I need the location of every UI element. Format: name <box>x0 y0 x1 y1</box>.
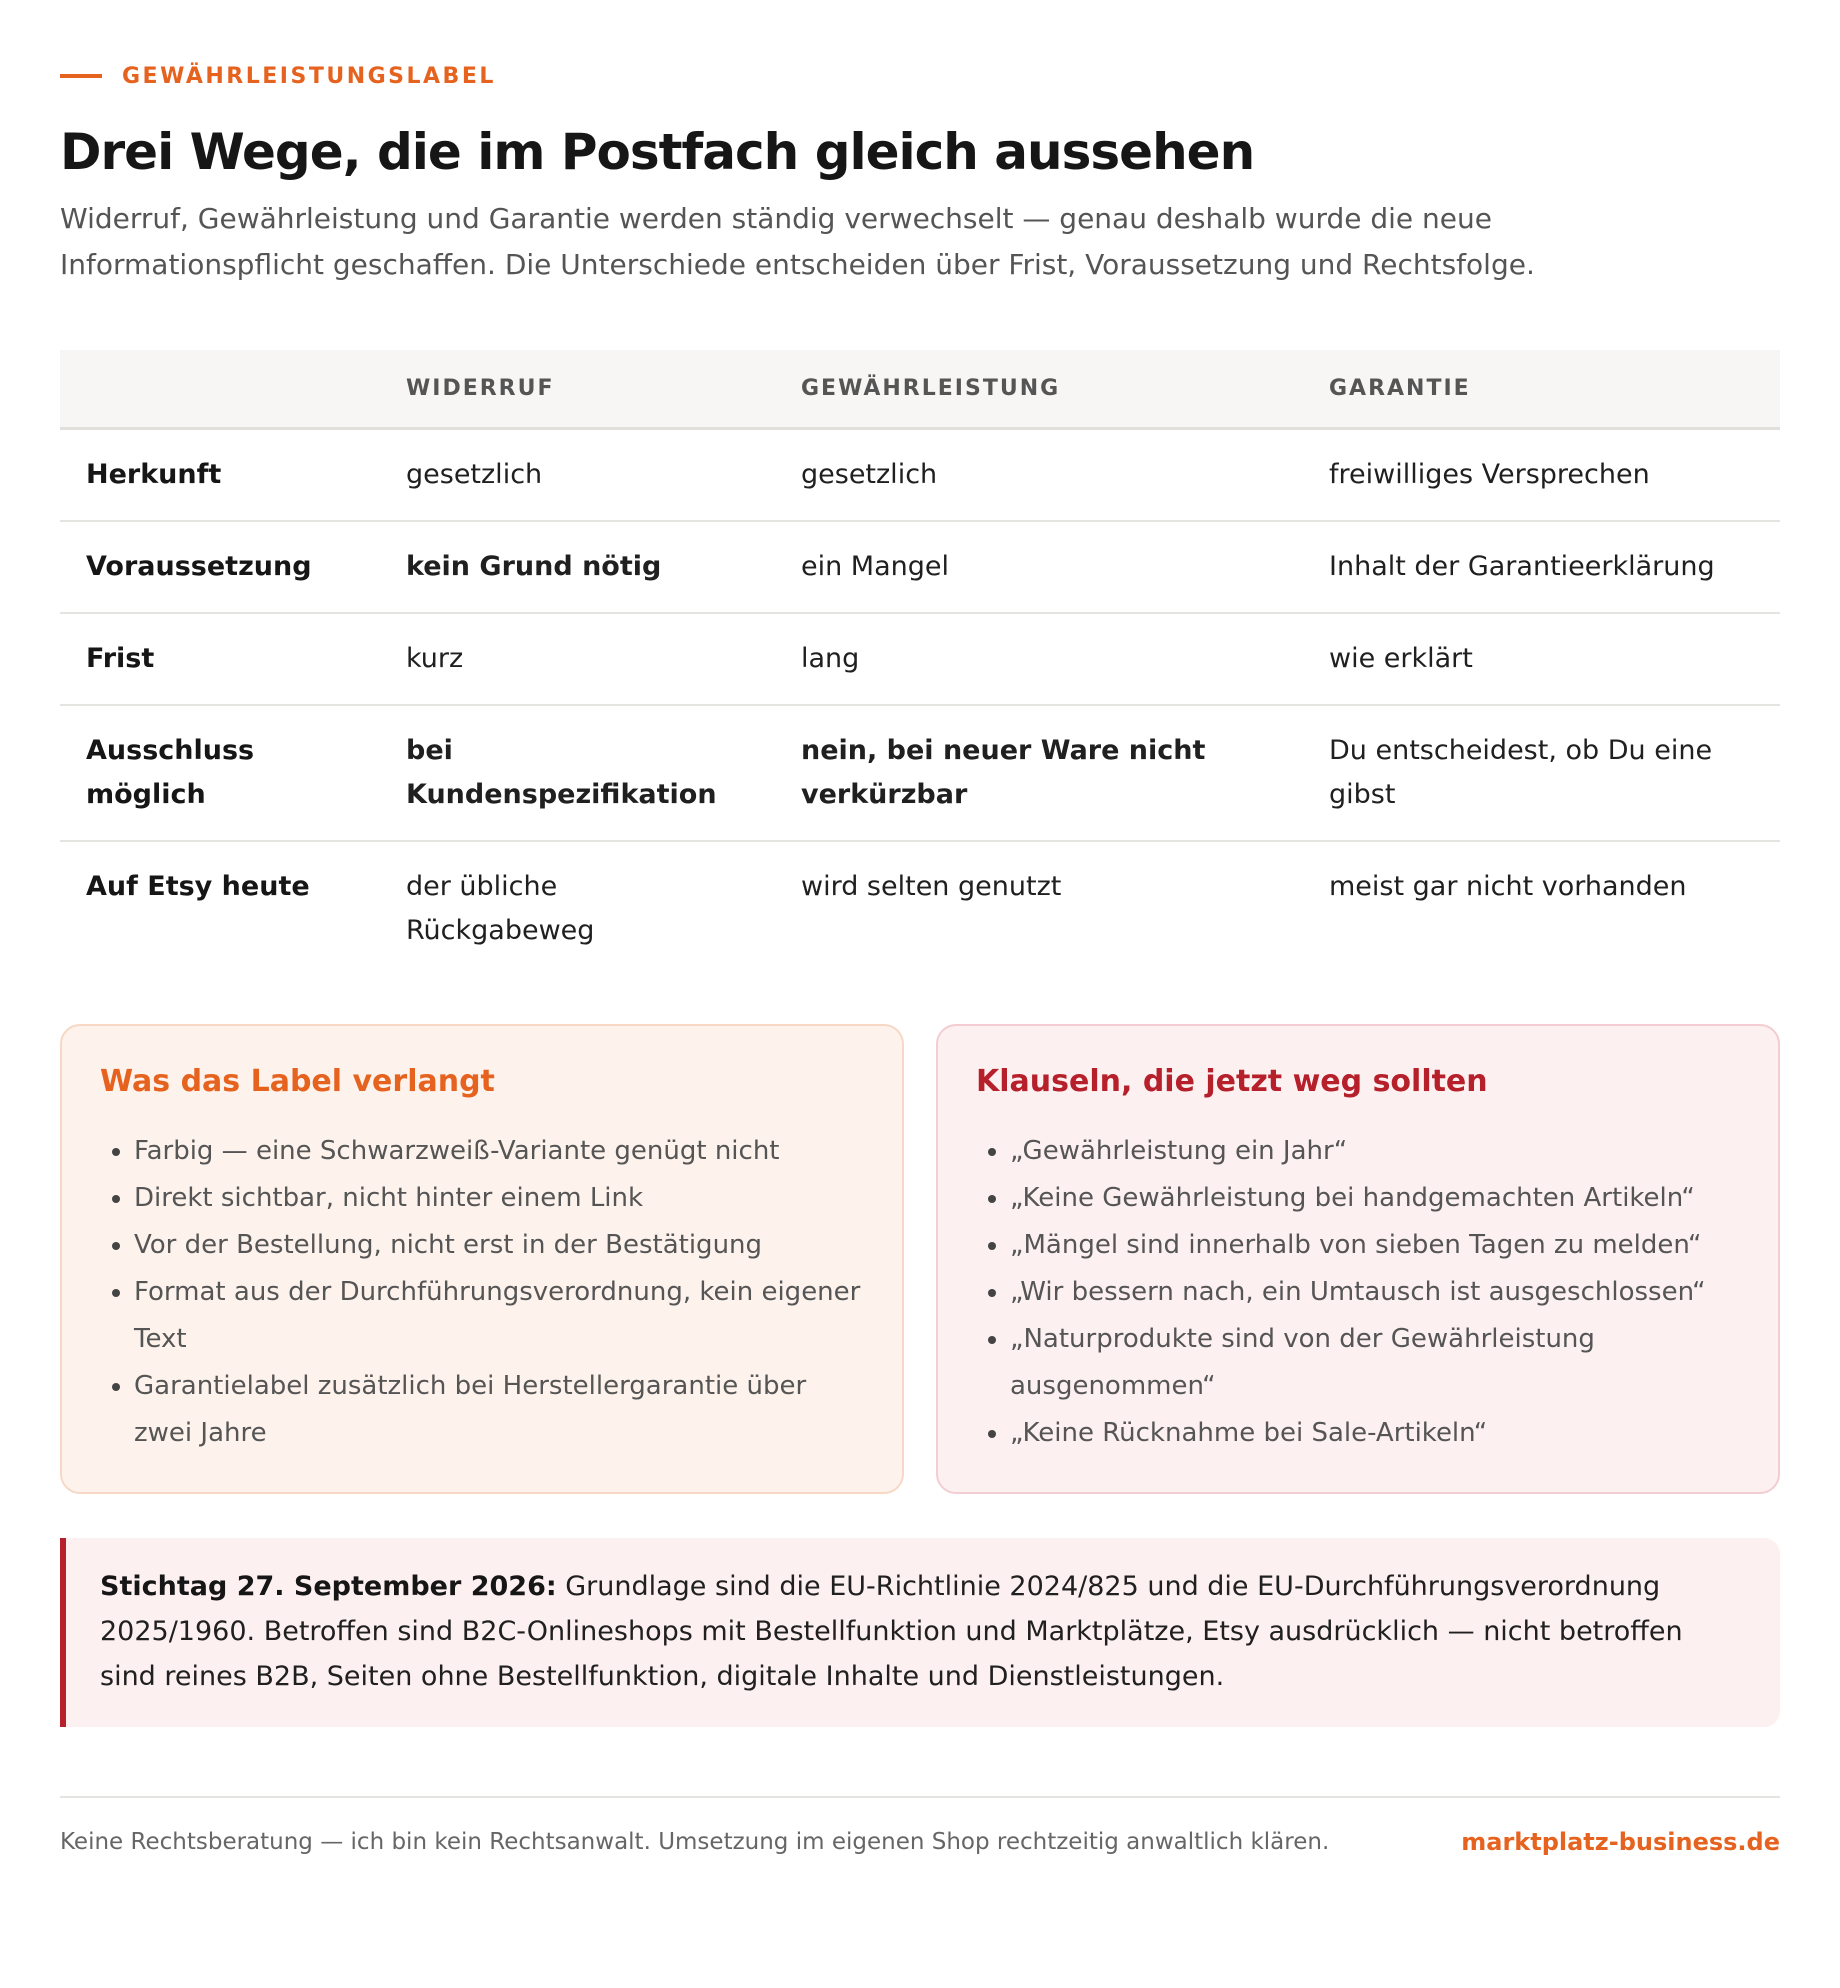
footer <box>60 1796 1780 1856</box>
list-item: • Direkt sichtbar, nicht hinter einem Link <box>134 1175 866 1222</box>
footer-brand-link[interactable]: marktplatz-business.de <box>1461 1828 1780 1856</box>
cell-gewaehrleistung: lang <box>775 613 1303 705</box>
cell-widerruf: der übliche Rückgabeweg <box>406 870 595 946</box>
row-label: Frist <box>60 613 380 705</box>
table-row <box>60 428 1780 521</box>
eyebrow-text: GEWÄHRLEISTUNGSLABEL <box>122 63 496 89</box>
row-label: Auf Etsy heute <box>86 870 310 902</box>
cell-gewaehrleistung: wird selten genutzt <box>801 870 1062 902</box>
deadline-note-lead: Stichtag 27. September 2026: <box>100 1570 557 1602</box>
footer-disclaimer: Keine Rechtsberatung — ich bin kein Rechtsanwalt. Umsetzung im eigenen Shop rechtzeitig anwaltlich klären. <box>60 1829 1330 1855</box>
list-item: • „Wir bessern nach, ein Umtausch ist ausgeschlossen“ <box>1010 1269 1742 1316</box>
intro-text: Widerruf, Gewährleistung und Garantie werden ständig verwechselt — genau deshalb wurde die neue Informationspflicht geschaffen. Die Unterschiede entscheiden über Frist, Voraussetzung und Rechtsfolge. <box>60 202 1535 281</box>
list-item: • Format aus der Durchführungsverordnung, kein eigener Text <box>134 1269 866 1363</box>
clauses-box <box>936 1024 1780 1494</box>
clauses-title: Klauseln, die jetzt weg sollten <box>976 1063 1488 1099</box>
label-requirements-box <box>60 1024 904 1494</box>
table-row <box>60 841 1780 976</box>
info-boxes <box>60 1024 1780 1494</box>
cell-widerruf: kurz <box>380 613 775 705</box>
list-item: • „Naturprodukte sind von der Gewährleistung ausgenommen“ <box>1010 1316 1742 1410</box>
cell-gewaehrleistung: nein, bei neuer Ware nicht verkürzbar <box>775 705 1303 841</box>
eyebrow <box>60 60 1780 92</box>
row-label: Ausschluss möglich <box>60 705 380 841</box>
cell-garantie: wie erklärt <box>1303 613 1780 705</box>
column-header-empty <box>60 350 380 428</box>
cell-garantie: Du entscheidest, ob Du eine gibst <box>1303 705 1780 841</box>
eyebrow-line <box>60 74 102 78</box>
list-item: • Vor der Bestellung, nicht erst in der Bestätigung <box>134 1222 866 1269</box>
cell-garantie: Inhalt der Garantieerklärung <box>1303 521 1780 613</box>
table-row <box>60 613 1780 705</box>
cell-gewaehrleistung: ein Mangel <box>775 521 1303 613</box>
deadline-note <box>60 1538 1780 1727</box>
list-item: • Farbig — eine Schwarzweiß-Variante genügt nicht <box>134 1128 866 1175</box>
cell-widerruf: kein Grund nötig <box>380 521 775 613</box>
row-label: Voraussetzung <box>60 521 380 613</box>
clauses-list <box>976 1128 1742 1457</box>
cell-garantie: freiwilliges Versprechen <box>1303 428 1780 521</box>
cell-garantie: meist gar nicht vorhanden <box>1329 870 1687 902</box>
table-header-row <box>60 350 1780 428</box>
label-requirements-list <box>100 1128 866 1457</box>
list-item: • „Keine Rücknahme bei Sale-Artikeln“ <box>1010 1410 1742 1457</box>
comparison-table <box>60 350 1780 976</box>
deadline-note-text: Grundlage sind die EU-Richtlinie 2024/825 und die EU-Durchführungsverordnung 2025/1960. Betroffen sind B2C-Onlineshops mit Bestellfunktion und Marktplätze, Etsy ausdrücklich — nicht betroffen sind reines B2B, Seiten ohne Bestellfunktion, digitale Inhalte und Dienstleistungen. <box>100 1570 1683 1692</box>
list-item: • „Gewährleistung ein Jahr“ <box>1010 1128 1742 1175</box>
list-item: • „Mängel sind innerhalb von sieben Tagen zu melden“ <box>1010 1222 1742 1269</box>
table-row <box>60 705 1780 841</box>
list-item: • Garantielabel zusätzlich bei Herstellergarantie über zwei Jahre <box>134 1363 866 1457</box>
column-header-widerruf: WIDERRUF <box>380 350 775 428</box>
cell-widerruf: gesetzlich <box>380 428 775 521</box>
table-row <box>60 521 1780 613</box>
list-item: • „Keine Gewährleistung bei handgemachten Artikeln“ <box>1010 1175 1742 1222</box>
page-title: Drei Wege, die im Postfach gleich aussehen <box>60 123 1255 181</box>
label-requirements-title: Was das Label verlangt <box>100 1063 495 1099</box>
column-header-gewaehrleistung: GEWÄHRLEISTUNG <box>775 350 1303 428</box>
cell-gewaehrleistung: gesetzlich <box>775 428 1303 521</box>
column-header-garantie: GARANTIE <box>1303 350 1780 428</box>
cell-widerruf: bei Kundenspezifikation <box>380 705 775 841</box>
row-label: Herkunft <box>60 428 380 521</box>
